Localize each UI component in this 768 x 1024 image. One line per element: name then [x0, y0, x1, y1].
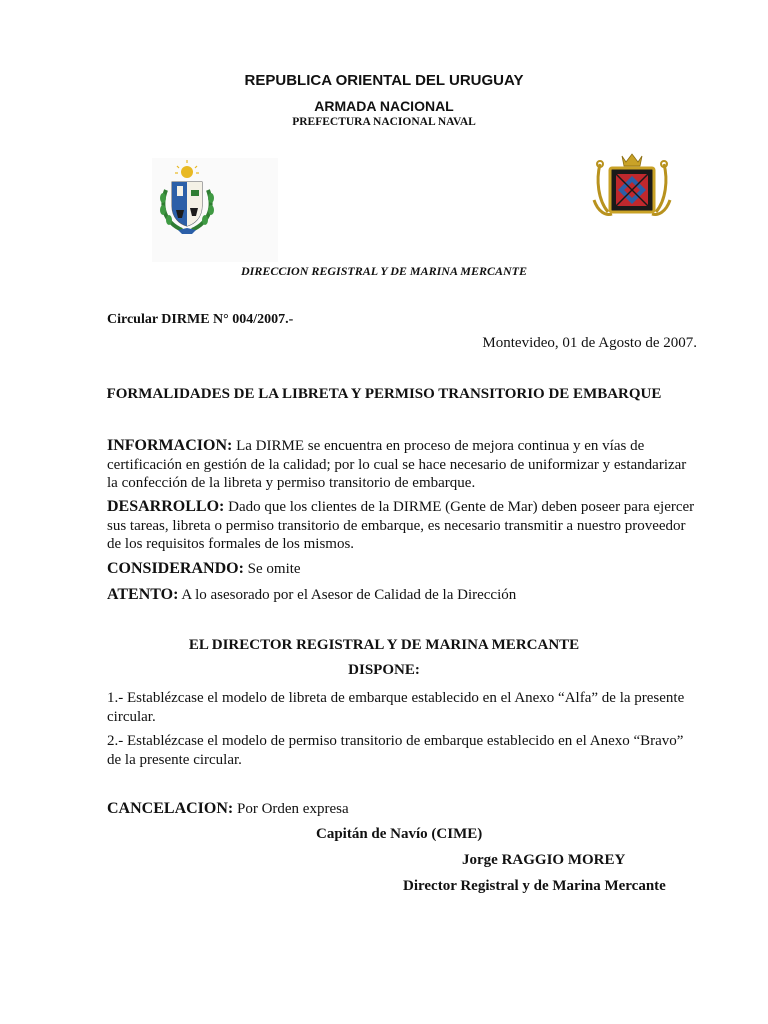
uruguay-coat-of-arms-icon: [152, 158, 278, 262]
right-emblem-area: [592, 150, 672, 222]
directorate-title: DIRECCION REGISTRAL Y DE MARINA MERCANTE: [241, 264, 527, 278]
considerando-paragraph: [107, 560, 697, 579]
item2-line2: de la presente circular.: [107, 751, 242, 768]
informacion-line3: la confección de la libreta y permiso transitorio de embarque.: [107, 475, 476, 491]
header-prefecture: PREFECTURA NACIONAL NAVAL: [292, 116, 476, 128]
place-date: Montevideo, 01 de Agosto de 2007.: [482, 335, 697, 351]
header-country: REPUBLICA ORIENTAL DEL URUGUAY: [244, 72, 524, 89]
desarrollo-paragraph: [107, 498, 697, 554]
circular-number: Circular DIRME N° 004/2007.-: [107, 312, 294, 327]
signature-name: Jorge RAGGIO MOREY: [462, 852, 626, 868]
desarrollo-line3: de los requisitos formales de los mismos.: [107, 536, 355, 552]
left-emblem-area: [152, 158, 278, 262]
informacion-line1: La DIRME se encuentra en proceso de mejora continua y en vías de: [232, 438, 645, 454]
signature-rank: Capitán de Navío (CIME): [316, 826, 483, 842]
dispone-item-1: [107, 689, 697, 726]
authority-heading: EL DIRECTOR REGISTRAL Y DE MARINA MERCANTE: [188, 637, 580, 653]
cancelacion-label: CANCELACION:: [107, 800, 234, 817]
item1-line2: circular.: [107, 708, 156, 725]
cancelacion-paragraph: [107, 800, 697, 819]
atento-label: ATENTO:: [107, 586, 179, 603]
desarrollo-label: DESARROLLO:: [107, 498, 225, 515]
atento-paragraph: [107, 586, 697, 605]
informacion-label: INFORMACION:: [107, 437, 233, 454]
signature-position: Director Registral y de Marina Mercante: [403, 878, 666, 894]
informacion-paragraph: [107, 437, 697, 493]
header-navy: ARMADA NACIONAL: [314, 98, 454, 114]
naval-prefecture-emblem-icon: [592, 150, 672, 222]
item2-line1: 2.- Establézcase el modelo de permiso transitorio de embarque establecido en el Anexo “Bravo”: [107, 733, 684, 749]
desarrollo-line1: Dado que los clientes de la DIRME (Gente de Mar) deben poseer para ejercer: [224, 499, 695, 515]
cancelacion-text: Por Orden expresa: [233, 801, 349, 817]
atento-text: A lo asesorado por el Asesor de Calidad de la Dirección: [178, 587, 517, 603]
desarrollo-line2: sus tareas, libreta o permiso transitorio de embarque, es necesario transmitir a nuestro proveedor: [107, 517, 686, 534]
dispone-heading: DISPONE:: [348, 662, 420, 678]
item1-line1: 1.- Establézcase el modelo de libreta de embarque establecido en el Anexo “Alfa” de la presente: [107, 690, 685, 706]
considerando-label: CONSIDERANDO:: [107, 560, 244, 577]
dispone-item-2: [107, 732, 697, 769]
considerando-text: Se omite: [243, 561, 301, 577]
circular-title: FORMALIDADES DE LA LIBRETA Y PERMISO TRANSITORIO DE EMBARQUE: [106, 386, 662, 402]
informacion-line2: certificación en gestión de la calidad; por lo cual se hace necesario de uniformizar y estandarizar: [107, 456, 687, 473]
